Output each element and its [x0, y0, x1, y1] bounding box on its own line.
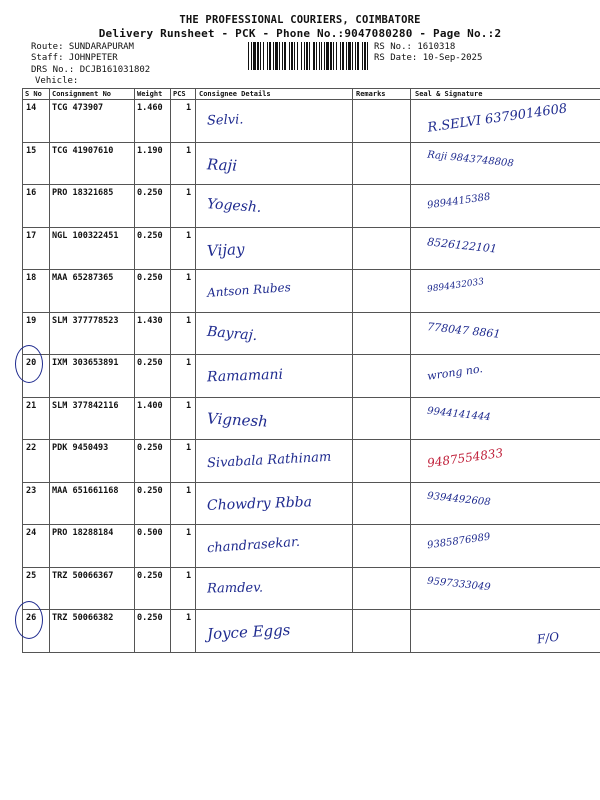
column-header-pcs: PCS [173, 90, 186, 98]
column-header-seal-signature: Seal & Signature [415, 90, 483, 98]
row-weight: 0.250 [137, 570, 163, 581]
row-weight: 0.250 [137, 230, 163, 241]
row-sno: 24 [26, 528, 37, 538]
row-weight: 0.250 [137, 485, 163, 496]
column-header-sno: S No [25, 90, 42, 98]
row-sno: 25 [26, 570, 37, 581]
row-seal-signature: wrong no. [426, 362, 484, 383]
row-consignment-no: PRO 18288184 [52, 528, 114, 538]
row-consignment-no: TRZ 50066382 [52, 613, 114, 623]
row-seal-signature: 9944141444 [426, 405, 492, 423]
row-consignee-signature: Joyce Eggs [206, 620, 291, 644]
row-weight: 0.250 [137, 188, 163, 198]
row-pcs: 1 [186, 358, 192, 368]
row-seal-signature: 9894432033 [426, 277, 485, 295]
row-weight: 1.430 [137, 315, 163, 326]
row-weight: 0.500 [137, 528, 163, 538]
row-consignee-signature: Vignesh [206, 408, 269, 431]
row-pcs: 1 [186, 528, 192, 538]
row-seal-signature: 778047 8861 [426, 319, 501, 341]
row-seal-signature: 9394492608 [426, 490, 492, 508]
staff-label: Staff: JOHNPETER [31, 53, 118, 63]
row-consignee-signature: Selvi. [206, 112, 244, 129]
row-sno: 16 [26, 188, 37, 198]
vehicle-label: Vehicle: [35, 76, 79, 86]
drs-number: DRS No.: DCJB161031802 [31, 65, 151, 75]
row-consignment-no: NGL 100322451 [52, 230, 119, 241]
row-consignee-signature: Antson Rubes [206, 280, 292, 300]
table-row [22, 482, 600, 525]
table-row [22, 312, 600, 355]
table-row [22, 184, 600, 227]
row-consignment-no: TCG 41907610 [52, 145, 114, 156]
rs-number: RS No.: 1610318 [374, 42, 456, 52]
table-row [22, 567, 600, 610]
table-row [22, 439, 600, 482]
table-row [22, 142, 600, 185]
circle-mark-row-26 [15, 601, 43, 639]
table-row-divider [22, 88, 600, 89]
row-pcs: 1 [186, 485, 192, 496]
row-sno: 19 [26, 315, 37, 326]
row-pcs: 1 [186, 315, 192, 326]
table-row-divider [22, 652, 600, 653]
column-header-weight: Weight [137, 90, 163, 98]
row-consignment-no: PRO 18321685 [52, 188, 114, 198]
row-pcs: 1 [186, 145, 192, 156]
row-sno: 23 [26, 485, 37, 496]
row-sno: 17 [26, 230, 37, 241]
row-consignment-no: MAA 65287365 [52, 273, 114, 283]
table-row [22, 524, 600, 567]
row-pcs: 1 [186, 443, 192, 453]
row-consignee-signature: Sivabala Rathinam [206, 449, 332, 472]
row-pcs: 1 [186, 613, 192, 623]
row-weight: 0.250 [137, 273, 163, 283]
row-consignee-signature: Chowdry Rbba [206, 493, 313, 514]
rs-date: RS Date: 10-Sep-2025 [374, 53, 483, 63]
row-weight: 0.250 [137, 613, 163, 623]
row-consignee-signature: Yogesh. [206, 196, 262, 216]
row-sno: 22 [26, 443, 37, 453]
row-consignment-no: IXM 303653891 [52, 358, 119, 368]
table-row [22, 609, 600, 652]
circle-mark-row-20 [15, 345, 43, 383]
row-consignment-no: TCG 473907 [52, 103, 104, 113]
column-header-remarks: Remarks [356, 90, 386, 98]
row-sno: 20 [26, 358, 37, 368]
row-consignment-no: MAA 651661168 [52, 485, 119, 496]
table-row [22, 269, 600, 312]
row-seal-signature: 9385876989 [426, 531, 492, 552]
runsheet-table [22, 88, 600, 650]
row-seal-signature: R.SELVI 6379014608 [426, 101, 569, 136]
row-sno: 15 [26, 145, 37, 156]
row-weight: 0.250 [137, 443, 163, 453]
row-weight: 0.250 [137, 358, 163, 368]
row-consignment-no: SLM 377842116 [52, 400, 119, 411]
row-pcs: 1 [186, 188, 192, 198]
row-weight: 1.400 [137, 400, 163, 411]
column-header-consignee: Consignee Details [199, 90, 271, 98]
row-seal-signature: 9597333049 [426, 575, 492, 593]
row-consignment-no: PDK 9450493 [52, 443, 109, 453]
row-consignee-signature: chandrasekar. [206, 534, 301, 557]
row-seal-signature: 9487554833 [426, 445, 504, 471]
row-seal-signature: Raji 9843748808 [426, 148, 515, 170]
row-sno: 14 [26, 103, 37, 113]
route-label: Route: SUNDARAPURAM [31, 42, 134, 52]
row-consignment-no: TRZ 50066367 [52, 570, 114, 581]
company-title: THE PROFESSIONAL COURIERS, COIMBATORE [179, 14, 421, 26]
runsheet-subtitle: Delivery Runsheet - PCK - Phone No.:9047080280 - Page No.:2 [98, 27, 502, 40]
table-row [22, 397, 600, 440]
row-sno: 18 [26, 273, 37, 283]
row-consignee-signature: Vijay [206, 239, 245, 260]
row-weight: 1.190 [137, 145, 163, 156]
row-consignment-no: SLM 377778523 [52, 315, 119, 326]
table-row [22, 354, 600, 397]
row-consignee-signature: Bayraj. [206, 323, 258, 344]
row-seal-signature: F/O [536, 629, 561, 647]
row-pcs: 1 [186, 103, 192, 113]
row-sno: 21 [26, 400, 37, 411]
row-seal-signature: 9894415388 [426, 191, 492, 212]
table-row [22, 99, 600, 142]
column-header-consignment: Consignment No [52, 90, 112, 98]
row-sno: 26 [26, 613, 37, 623]
row-consignee-signature: Ramdev. [206, 580, 264, 596]
row-weight: 1.460 [137, 103, 163, 113]
row-pcs: 1 [186, 570, 192, 581]
row-pcs: 1 [186, 230, 192, 241]
row-seal-signature: 8526122101 [426, 234, 498, 256]
row-pcs: 1 [186, 273, 192, 283]
row-consignee-signature: Ramamani [206, 366, 284, 386]
row-consignee-signature: Raji [206, 154, 238, 175]
barcode-icon [248, 42, 370, 70]
table-row [22, 227, 600, 270]
row-pcs: 1 [186, 400, 192, 411]
